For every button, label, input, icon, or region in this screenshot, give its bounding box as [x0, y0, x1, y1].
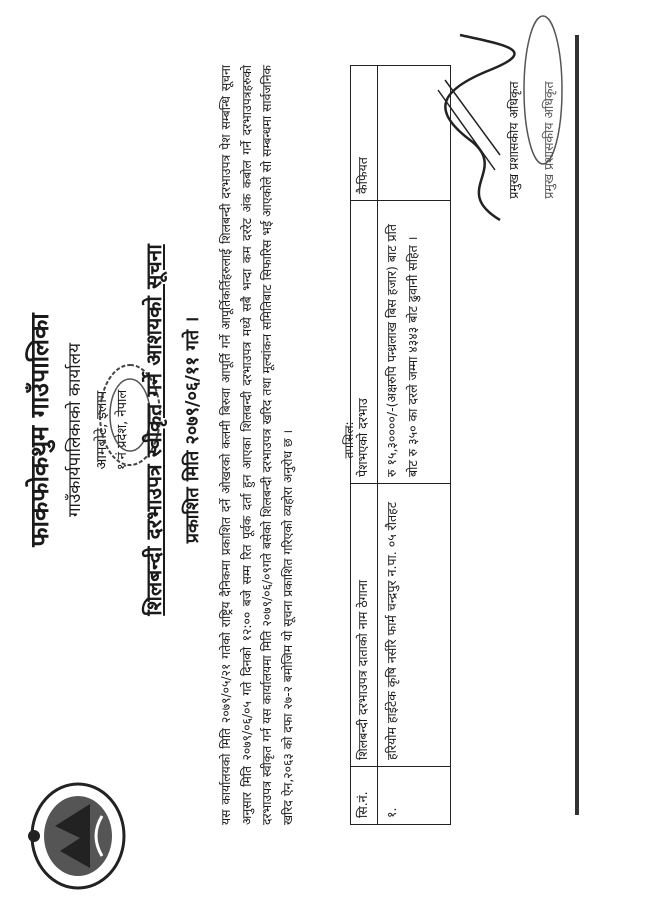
table-header-row — [351, 66, 378, 825]
signatory-stamp-text: प्रमुख प्रशासकीय अधिकृत — [541, 81, 556, 199]
office-name: गाउँकार्यपालिकाको कार्यालय — [65, 342, 85, 518]
municipality-name: फाकफोकथुम गाउँपालिका — [25, 313, 54, 547]
page-edge-bar — [575, 35, 579, 815]
address-line-2: १ नं प्रदेश, नेपाल — [115, 389, 130, 471]
cell-bid-amount: रु १५,३००००/-(अक्षरुपि पन्ध्रलाख बिस हजार) बाट प्रति बोट रु ३५० का दरले जम्मा ४३४३ बोट ढुवानी सहित । — [378, 201, 451, 484]
table-caption: तपसिल: — [342, 421, 356, 459]
header-serial: सि.नं. — [351, 767, 378, 825]
municipality-logo-emblem — [20, 776, 130, 896]
publication-date: प्रकाशित मिति २०७९/०६/११ गते । — [182, 316, 203, 544]
header-remarks: कैफियत — [351, 66, 378, 201]
address-line-1: आमबोटे, इलाम — [94, 390, 110, 470]
notice-title: शिलबन्दी दरभाउपत्र स्वीकृत गर्ने आशयको सूचना — [142, 244, 166, 616]
signatory-title: प्रमुख प्रशासकीय अधिकृत — [506, 81, 521, 199]
cell-serial: १. — [378, 767, 451, 825]
notice-body: यस कार्यालयको मिति २०७९/०५/२१ गतेको राष्ट्रिय दैनिकमा प्रकाशित दर्ने ओखरको कलमी बिरुवा आपूर्ति गर्ने आपूर्तिकर्तिहरुलाई शिलबन्दी दरभाउपत्र पेश सम्बन्धि सूचना अनुसार मिति २०७९/०६/०५ गते दिनको १२:०० बजे सम्म रित पूर्वक दर्ता हुन आएका शिलबन्दी दरभाउपत्र मध्ये सबै भन्दा कम दररेट अंक कबोल गर्ने दरभाउपत्रहरुको दरभाउपत्र स्वीकृत गर्न यस कार्यालयमा मिति २०७९/०६/०९गते बसेको शिलबन्दी दरभाउपत्र खरिद तथा मूल्यांकन समितिबाट सिफारिस भई आएकोले सो सम्बन्धमा सार्वजनिक खरिद ऐन,२०६३ को दफा २७-२ बमोजिम यो सूचना प्रकाशित गरिएको व्यहोरा अनुरोध छ । — [219, 65, 295, 825]
header-bid-amount: पेशभएको दरभाउ — [351, 201, 378, 484]
cell-bidder: हरियोम हाईटेक कृषि नर्सरि फार्म चन्द्रपुर न.पा. ०५ रौतहट — [378, 484, 451, 767]
header-bidder: शिलबन्दी दरभाउपत्र दाताको नाम ठेगाना — [351, 484, 378, 767]
